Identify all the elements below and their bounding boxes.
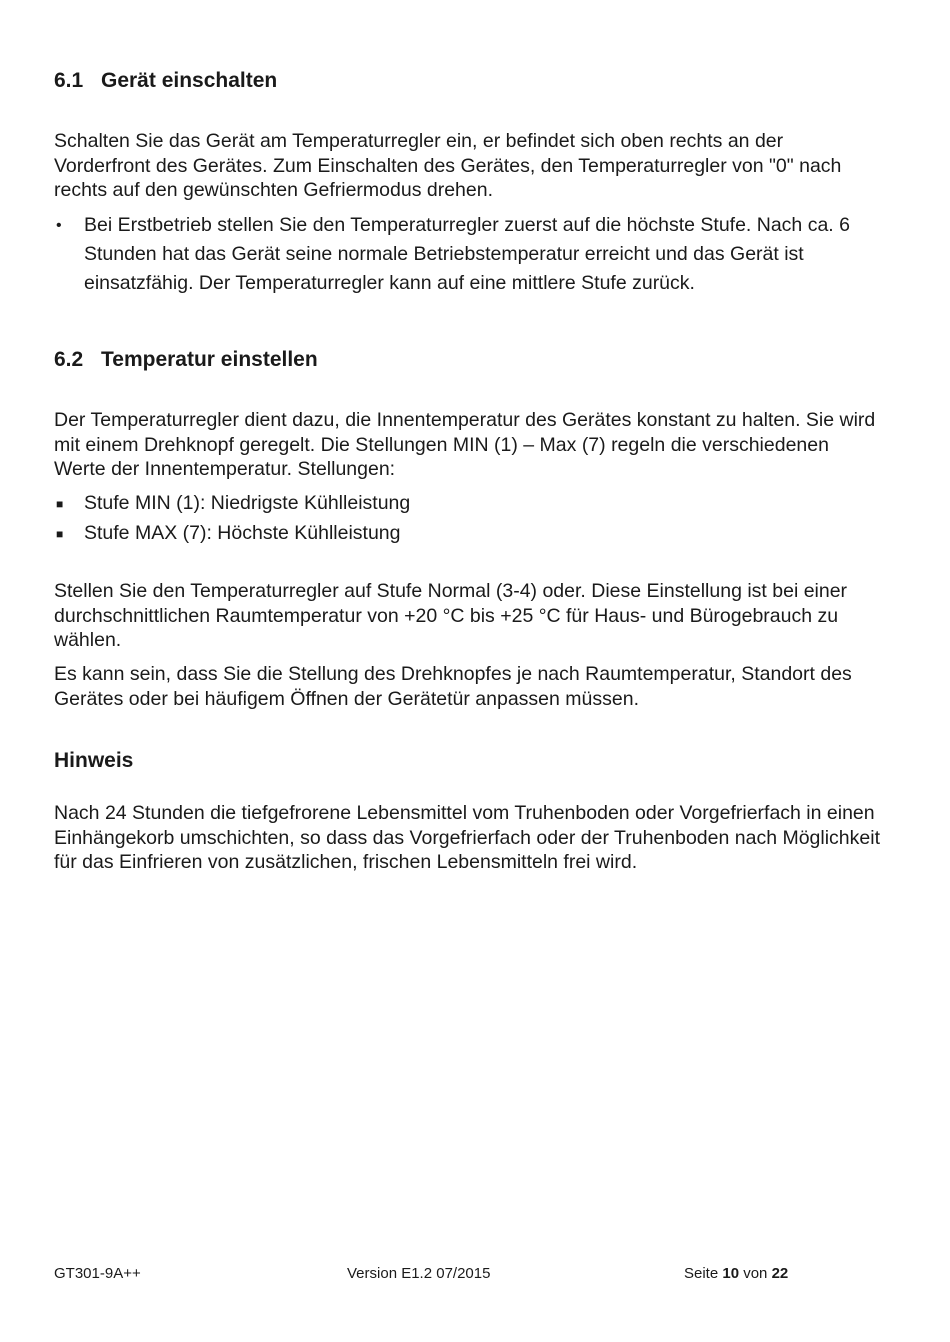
paragraph-power-on: Schalten Sie das Gerät am Temperaturregler ein, er befindet sich oben rechts an der Vorderfront des Gerätes. Zum Einschalten des Gerätes, den Temperaturregler von "0" nach rechts auf den gewünschten Gefriermodus drehen. xyxy=(54,130,842,201)
bullet-dot-icon: • xyxy=(56,217,62,234)
page-current: 10 xyxy=(722,1265,740,1282)
page-total: 22 xyxy=(771,1265,789,1282)
section-title: Temperatur einstellen xyxy=(101,348,318,371)
list-item-text: Stufe MAX (7): Höchste Kühlleistung xyxy=(84,522,401,544)
footer-model: GT301-9A++ xyxy=(54,1265,141,1282)
paragraph-hinweis: Nach 24 Stunden die tiefgefrorene Lebensmittel vom Truhenboden oder Vorgefrierfach in einen Einhängekorb umschichten, so dass das Vorgefrierfach oder der Truhenboden nach Möglichkeit für das Einfrieren von zusätzlichen, frischen Lebensmitteln frei wird. xyxy=(54,802,880,873)
page-of-label: von xyxy=(739,1265,772,1282)
page-label: Seite xyxy=(684,1265,723,1282)
section-title: Gerät einschalten xyxy=(101,69,278,92)
bullet-list-settings xyxy=(54,488,884,548)
bullet-square-icon: ■ xyxy=(56,497,64,511)
paragraph-temperature-regulator: Der Temperaturregler dient dazu, die Innentemperatur des Gerätes konstant zu halten. Sie wird mit einem Drehknopf geregelt. Die Stellungen MIN (1) – Max (7) regeln die verschiedenen Werte der Innentemperatur. Stellungen: xyxy=(54,409,876,480)
list-item-text: Bei Erstbetrieb stellen Sie den Temperaturregler zuerst auf die höchste Stufe. Nach ca. 6 Stunden hat das Gerät seine normale Betriebstemperatur erreicht und das Gerät ist einsatzfähig. Der Temperaturregler kann auf eine mittlere Stufe zurück. xyxy=(84,214,850,294)
paragraph-adjustment-note: Es kann sein, dass Sie die Stellung des Drehknopfes je nach Raumtemperatur, Standort des Gerätes oder bei häufigem Öffnen der Gerätetür anpassen müssen. xyxy=(54,663,852,710)
list-item xyxy=(54,211,884,298)
footer-version: Version E1.2 07/2015 xyxy=(347,1265,491,1282)
section-number: 6.1 xyxy=(54,69,84,92)
paragraph-normal-setting: Stellen Sie den Temperaturregler auf Stufe Normal (3-4) oder. Diese Einstellung ist bei einer durchschnittlichen Raumtemperatur von +20 °C bis +25 °C für Haus- und Bürogebrauch zu wählen. xyxy=(54,580,848,651)
list-item xyxy=(54,488,884,518)
section-heading-6-1 xyxy=(54,68,277,94)
bullet-square-icon: ■ xyxy=(56,527,64,541)
section-number: 6.2 xyxy=(54,348,84,371)
list-item-text: Stufe MIN (1): Niedrigste Kühlleistung xyxy=(84,492,411,514)
hinweis-heading: Hinweis xyxy=(54,749,134,772)
list-item xyxy=(54,518,884,548)
section-heading-6-2 xyxy=(54,347,318,373)
bullet-list-first-use xyxy=(54,211,884,298)
footer-page-number xyxy=(684,1265,788,1283)
